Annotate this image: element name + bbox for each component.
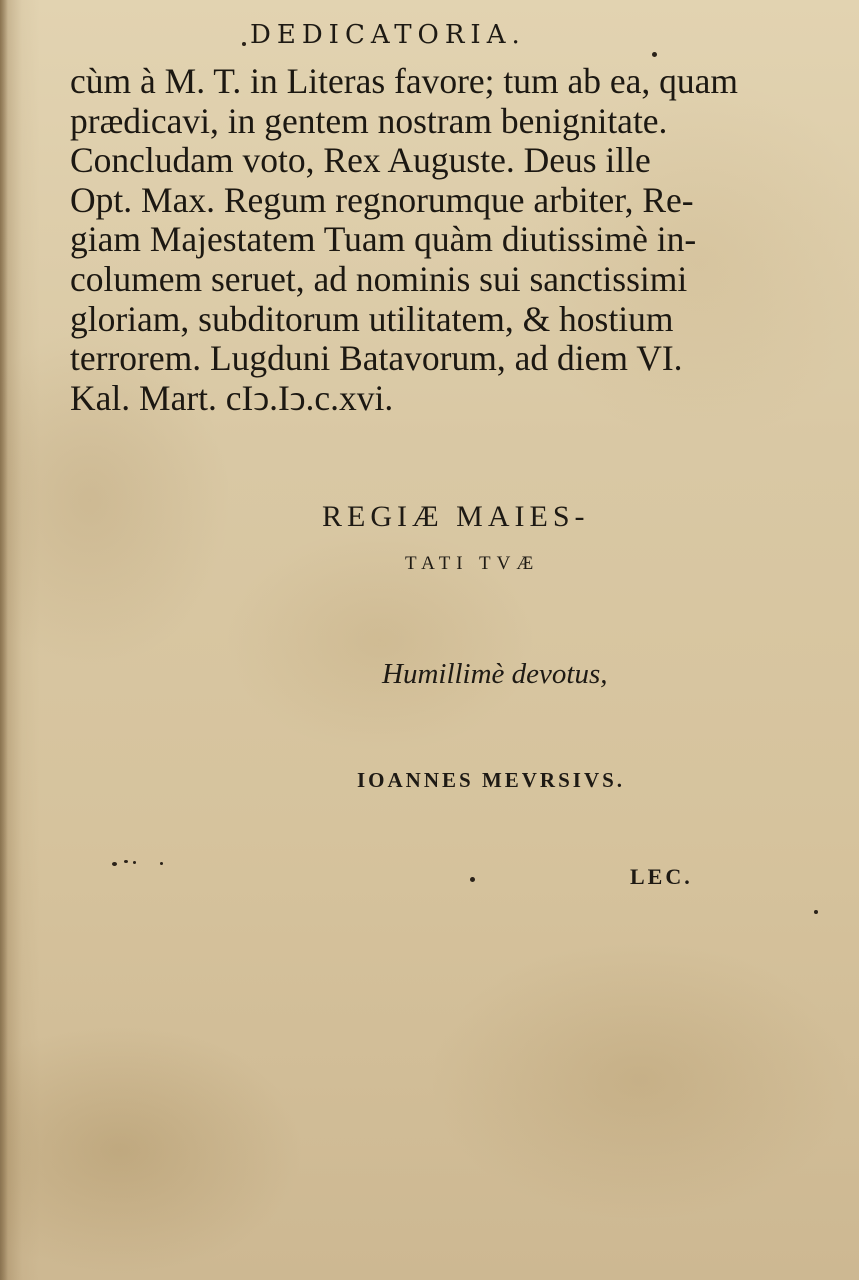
closing-salutation-line-1: REGIÆ MAIES-	[322, 500, 590, 533]
body-line: columem seruet, ad nominis sui sanctissimi	[70, 258, 688, 299]
body-line: terrorem. Lugduni Batavorum, ad diem VI.	[70, 338, 683, 379]
ink-speck	[814, 910, 818, 914]
dedication-body	[70, 62, 770, 418]
ink-speck	[160, 862, 163, 865]
humility-formula: Humillimè devotus,	[382, 658, 608, 690]
body-line: cùm à M. T. in Literas favore; tum ab ea, quam	[70, 61, 739, 101]
ink-speck	[133, 861, 136, 864]
body-line: prædicavi, in gentem nostram benignitate.	[70, 100, 668, 141]
body-line: giam Majestatem Tuam quàm diutissimè in-	[70, 219, 697, 260]
ink-speck	[112, 862, 117, 866]
ink-speck	[242, 42, 246, 46]
body-line: Opt. Max. Regum regnorumque arbiter, Re-	[70, 179, 694, 220]
body-line: gloriam, subditorum utilitatem, & hostium	[70, 298, 674, 339]
body-line: Concludam voto, Rex Auguste. Deus ille	[70, 140, 651, 181]
closing-salutation-line-2: TATI TVÆ	[405, 553, 540, 574]
ink-speck	[470, 877, 475, 882]
running-header: DEDICATORIA.	[250, 20, 526, 50]
ink-speck	[124, 860, 128, 863]
body-line: Kal. Mart. cIↄ.Iↄ.c.xvi.	[70, 377, 394, 418]
author-signature: IOANNES MEVRSIVS.	[357, 768, 626, 792]
catchword: LEC.	[630, 864, 693, 889]
ink-speck	[652, 52, 657, 57]
page-spine-shadow	[0, 0, 8, 1280]
